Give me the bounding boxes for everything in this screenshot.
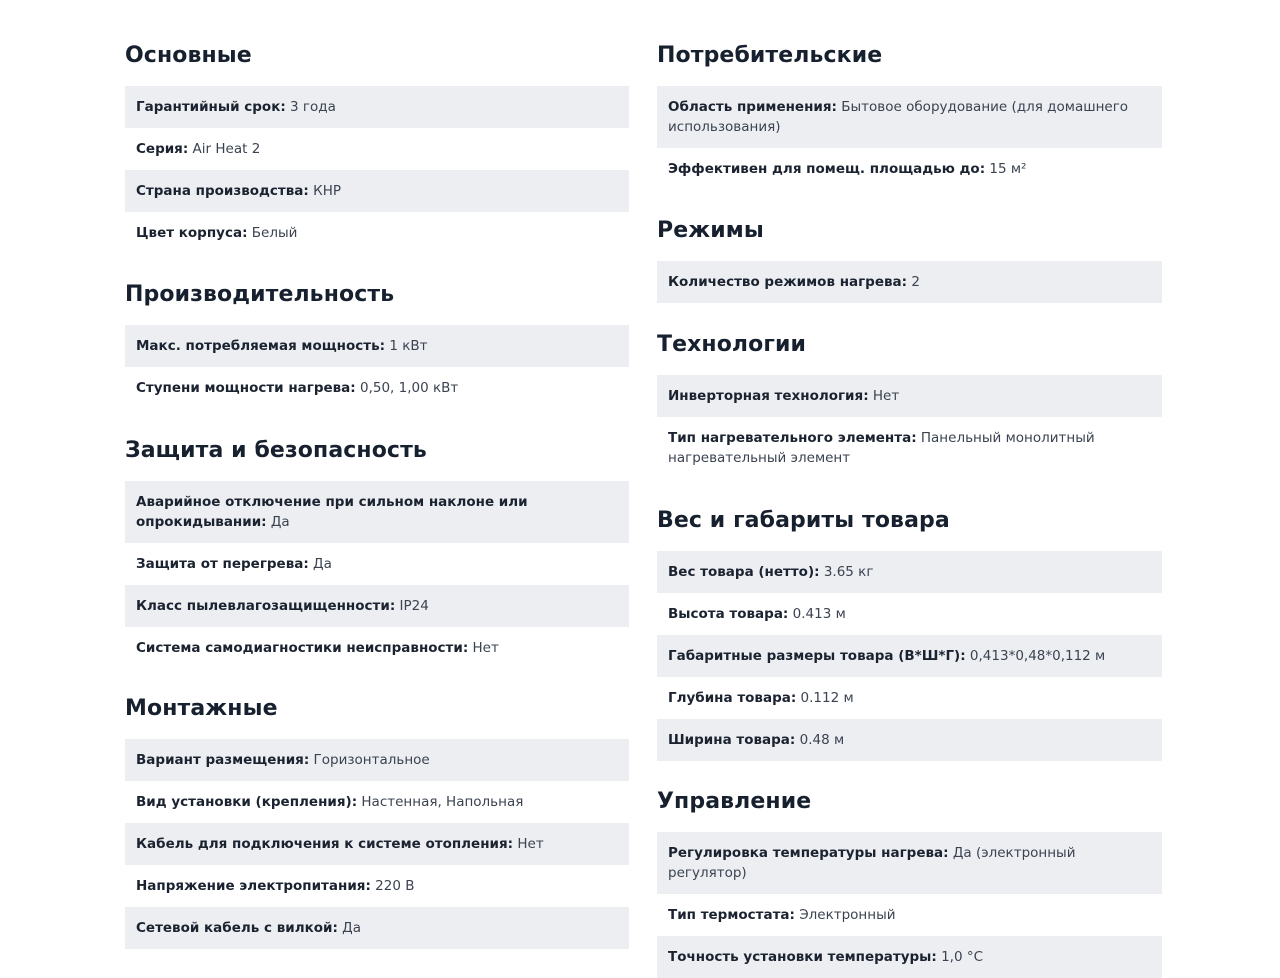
spec-row bbox=[657, 677, 1162, 719]
spec-key: Точность установки температуры: bbox=[668, 949, 937, 965]
section-title: Производительность bbox=[125, 282, 395, 307]
spec-row bbox=[125, 212, 629, 254]
spec-value: Белый bbox=[247, 225, 298, 241]
section-title: Потребительские bbox=[657, 43, 883, 68]
spec-list bbox=[125, 481, 629, 669]
spec-value: Горизонтальное bbox=[309, 752, 430, 768]
spec-key: Цвет корпуса: bbox=[136, 225, 248, 241]
section-safety bbox=[125, 437, 629, 669]
spec-value: 220 В bbox=[370, 878, 415, 894]
spec-value: 0.48 м bbox=[795, 732, 845, 748]
spec-row bbox=[125, 627, 629, 669]
spec-list bbox=[125, 86, 629, 254]
section-basic bbox=[125, 42, 629, 254]
spec-key: Глубина товара: bbox=[668, 690, 797, 706]
spec-row bbox=[125, 907, 629, 949]
spec-value: 3.65 кг bbox=[819, 564, 874, 580]
spec-key: Серия: bbox=[136, 141, 189, 157]
section-title: Управление bbox=[657, 789, 812, 814]
spec-key: Защита от перегрева: bbox=[136, 556, 309, 572]
section-control bbox=[657, 788, 1162, 978]
spec-value: Да (электронный регулятор) bbox=[668, 845, 1076, 881]
section-weight-dimensions bbox=[657, 507, 1162, 761]
spec-row bbox=[125, 781, 629, 823]
spec-key: Вес товара (нетто): bbox=[668, 564, 820, 580]
spec-row bbox=[125, 367, 629, 409]
spec-key: Вид установки (крепления): bbox=[136, 794, 358, 810]
spec-value: Панельный монолитный нагревательный элемент bbox=[668, 430, 1095, 466]
spec-value: Нет bbox=[868, 388, 900, 404]
section-mounting bbox=[125, 695, 629, 949]
spec-row bbox=[125, 865, 629, 907]
spec-value: Да bbox=[266, 514, 290, 530]
spec-row bbox=[657, 894, 1162, 936]
spec-row bbox=[125, 823, 629, 865]
spec-key: Область применения: bbox=[668, 99, 837, 115]
spec-row bbox=[657, 148, 1162, 190]
spec-key: Класс пылевлагозащищенности: bbox=[136, 598, 396, 614]
spec-value: Настенная, Напольная bbox=[357, 794, 524, 810]
spec-list bbox=[657, 375, 1162, 479]
spec-list bbox=[657, 86, 1162, 190]
section-title: Защита и безопасность bbox=[125, 438, 427, 463]
spec-list bbox=[657, 832, 1162, 978]
spec-key: Высота товара: bbox=[668, 606, 789, 622]
spec-value: 1,0 °С bbox=[936, 949, 984, 965]
spec-row bbox=[657, 551, 1162, 593]
spec-value: 3 года bbox=[285, 99, 336, 115]
spec-row bbox=[657, 261, 1162, 303]
spec-row bbox=[125, 481, 629, 543]
section-technologies bbox=[657, 331, 1162, 479]
spec-row bbox=[657, 417, 1162, 479]
spec-value: Да bbox=[337, 920, 362, 936]
spec-value: 0,50, 1,00 кВт bbox=[355, 380, 459, 396]
spec-value: IP24 bbox=[395, 598, 429, 614]
spec-row bbox=[657, 86, 1162, 148]
spec-key: Ширина товара: bbox=[668, 732, 796, 748]
spec-key: Система самодиагностики неисправности: bbox=[136, 640, 469, 656]
spec-row bbox=[657, 635, 1162, 677]
spec-key: Кабель для подключения к системе отопления: bbox=[136, 836, 514, 852]
spec-key: Тип термостата: bbox=[668, 907, 795, 923]
spec-value: 1 кВт bbox=[385, 338, 428, 354]
spec-list bbox=[125, 739, 629, 949]
spec-key: Регулировка температуры нагрева: bbox=[668, 845, 949, 861]
section-title: Технологии bbox=[657, 332, 806, 357]
spec-value: 0.413 м bbox=[788, 606, 846, 622]
spec-value: Бытовое оборудование (для домашнего использования) bbox=[668, 99, 1129, 135]
spec-value: Электронный bbox=[794, 907, 896, 923]
spec-key: Гарантийный срок: bbox=[136, 99, 286, 115]
section-performance bbox=[125, 281, 629, 409]
spec-value: 0.112 м bbox=[796, 690, 854, 706]
section-title: Основные bbox=[125, 43, 252, 68]
spec-key: Эффективен для помещ. площадью до: bbox=[668, 161, 986, 177]
spec-row bbox=[125, 128, 629, 170]
spec-row bbox=[657, 832, 1162, 894]
section-consumer bbox=[657, 42, 1162, 190]
spec-row bbox=[125, 170, 629, 212]
spec-key: Вариант размещения: bbox=[136, 752, 310, 768]
spec-value: Нет bbox=[513, 836, 544, 852]
spec-key: Аварийное отключение при сильном наклоне или опрокидывании: bbox=[136, 494, 528, 530]
spec-row bbox=[125, 86, 629, 128]
spec-key: Ступени мощности нагрева: bbox=[136, 380, 356, 396]
spec-key: Макс. потребляемая мощность: bbox=[136, 338, 386, 354]
spec-row bbox=[125, 739, 629, 781]
spec-value: КНР bbox=[308, 183, 341, 199]
spec-list bbox=[657, 261, 1162, 303]
spec-value: Air Heat 2 bbox=[188, 141, 261, 157]
spec-row bbox=[657, 593, 1162, 635]
spec-key: Сетевой кабель с вилкой: bbox=[136, 920, 338, 936]
spec-value: Да bbox=[308, 556, 332, 572]
section-title: Режимы bbox=[657, 218, 764, 243]
spec-key: Габаритные размеры товара (В*Ш*Г): bbox=[668, 648, 966, 664]
spec-row bbox=[125, 543, 629, 585]
spec-key: Напряжение электропитания: bbox=[136, 878, 371, 894]
spec-list bbox=[657, 551, 1162, 761]
spec-row bbox=[657, 375, 1162, 417]
section-title: Монтажные bbox=[125, 696, 278, 721]
spec-key: Страна производства: bbox=[136, 183, 309, 199]
spec-row bbox=[125, 585, 629, 627]
section-title: Вес и габариты товара bbox=[657, 508, 950, 533]
section-modes bbox=[657, 217, 1162, 303]
spec-value: 15 м² bbox=[985, 161, 1027, 177]
spec-key: Тип нагревательного элемента: bbox=[668, 430, 917, 446]
spec-value: 2 bbox=[907, 274, 920, 290]
spec-value: 0,413*0,48*0,112 м bbox=[965, 648, 1106, 664]
spec-list bbox=[125, 325, 629, 409]
spec-row bbox=[657, 719, 1162, 761]
spec-value: Нет bbox=[468, 640, 499, 656]
spec-row bbox=[657, 936, 1162, 978]
spec-row bbox=[125, 325, 629, 367]
spec-key: Инверторная технология: bbox=[668, 388, 869, 404]
spec-key: Количество режимов нагрева: bbox=[668, 274, 908, 290]
